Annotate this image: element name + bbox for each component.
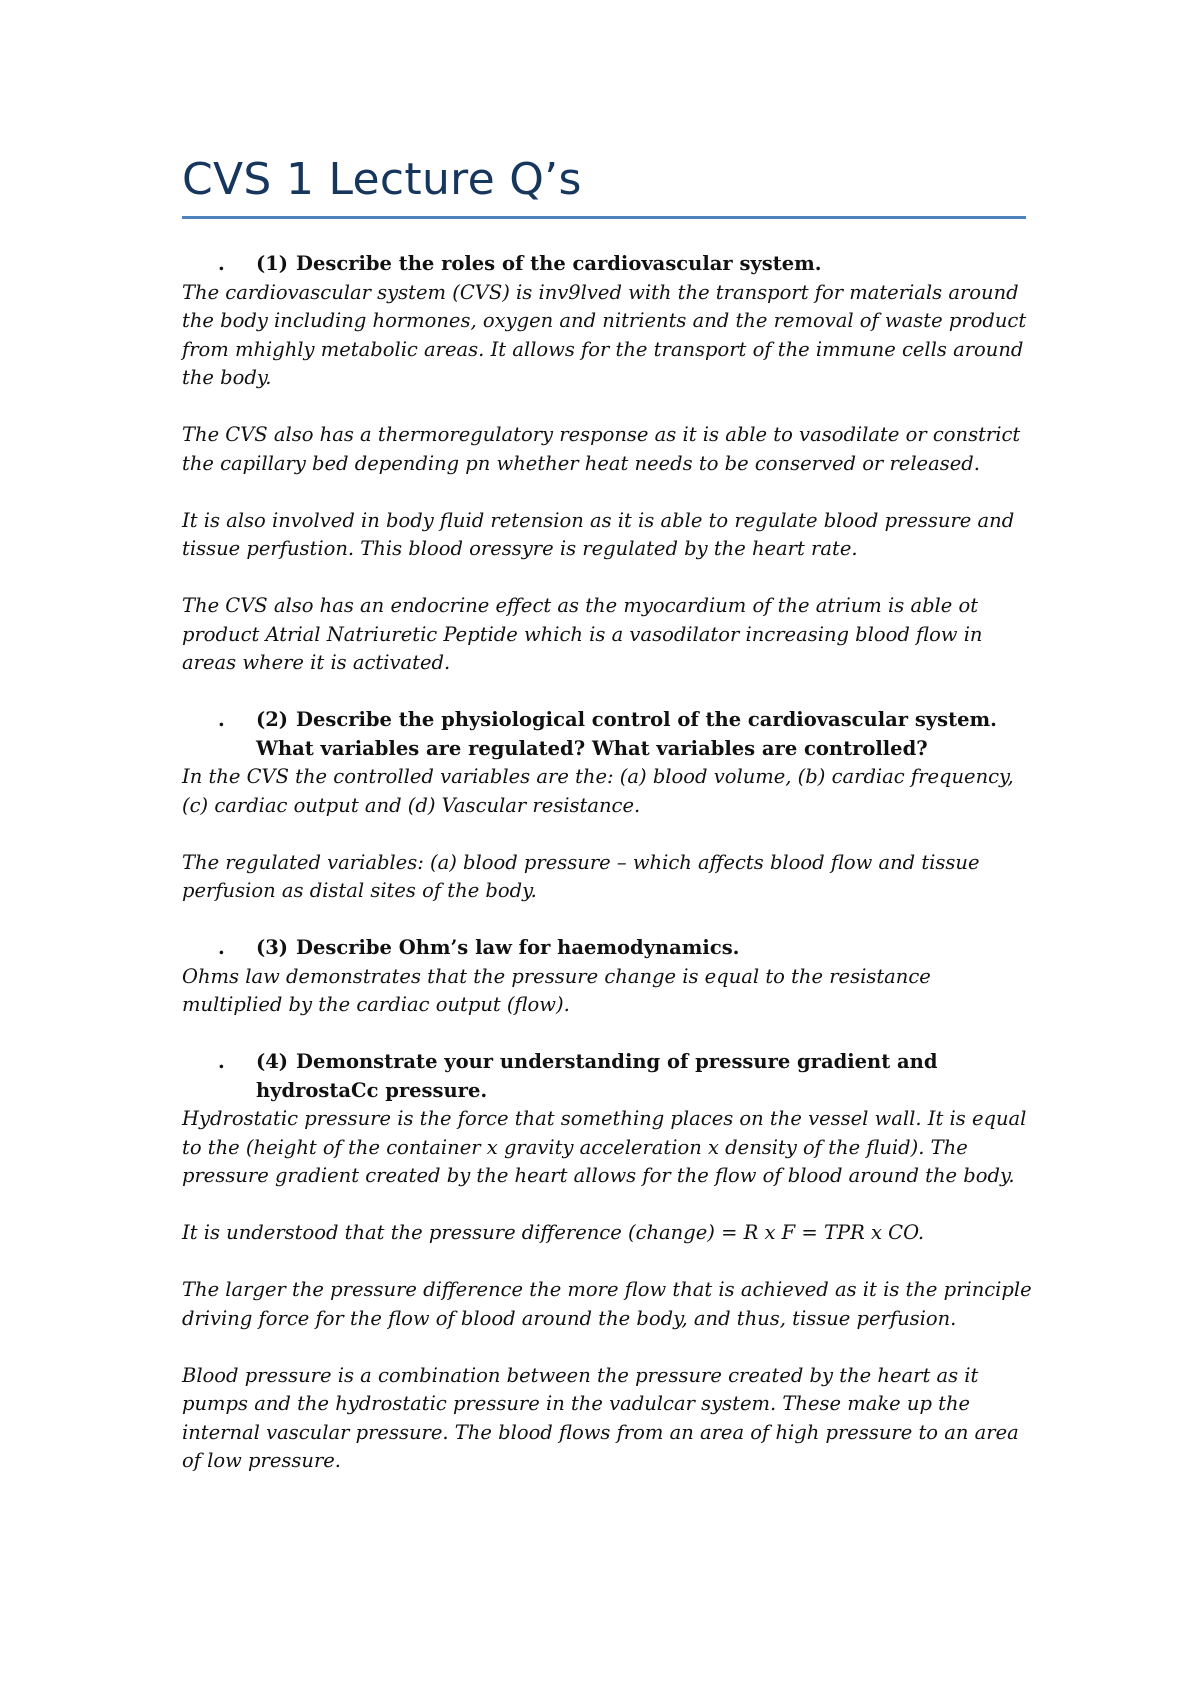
question-number: (3) [256,936,289,959]
answer-paragraph: The CVS also has an endocrine effect as the myocardium of the atrium is able ot product Atrial Natriuretic Peptide which is a vasodilator increasing blood flow in areas where it is activated. [182,594,983,674]
question-number: (2) [256,708,289,731]
page-title: CVS 1 Lecture Q’s [182,154,582,205]
answer-paragraph: Ohms law demonstrates that the pressure change is equal to the resistance multiplied by the cardiac output (flow). [182,964,931,1016]
answer-paragraph: The cardiovascular system (CVS) is inv9lved with the transport for materials around the body including hormones, oxygen and nitrients and the removal of waste product from mhighly metabolic areas. It allows for the transport of the immune cells around the body. [182,280,1027,389]
answer-paragraph: The larger the pressure difference the more flow that is achieved as it is the principle driving force for the flow of blood around the body, and thus, tissue perfusion. [182,1278,1032,1330]
question-number: (1) [256,252,289,275]
answer-paragraph: It is also involved in body fluid retension as it is able to regulate blood pressure and tissue perfustion. This blood oressyre is regulated by the heart rate. [182,508,1015,560]
answer-paragraph: In the CVS the controlled variables are the: (a) blood volume, (b) cardiac frequency, (c) cardiac output and (d) Vascular resistance. [182,765,1014,817]
title-underline [182,216,1026,219]
bullet-marker: . [218,1050,225,1073]
answer-paragraph: The CVS also has a thermoregulatory response as it is able to vasodilate or constrict the capillary bed depending pn whether heat needs to be conserved or released. [182,423,1021,475]
answer-paragraph: The regulated variables: (a) blood pressure – which affects blood flow and tissue perfusion as distal sites of the body. [182,850,980,902]
question-text: Describe Ohm’s law for haemodynamics. [296,936,740,959]
bullet-marker: . [218,936,225,959]
bullet-marker: . [218,252,225,275]
answer-paragraph: It is understood that the pressure difference (change) = R x F = TPR x CO. [182,1221,925,1244]
question-3 [182,934,1032,963]
question-text: Describe the physiological control of the cardiovascular system. What variables are regulated? What variables are controlled? [256,708,997,760]
question-4 [182,1048,1032,1105]
question-1 [182,250,1032,279]
question-number: (4) [256,1050,289,1073]
question-2 [182,706,1032,763]
question-text: Demonstrate your understanding of pressure gradient and hydrostaCc pressure. [256,1050,938,1102]
bullet-marker: . [218,708,225,731]
question-text: Describe the roles of the cardiovascular system. [296,252,822,275]
document-body [182,250,1032,1476]
answer-paragraph: Hydrostatic pressure is the force that something places on the vessel wall. It is equal to the (height of the container x gravity acceleration x density of the fluid). The pressure gradient created by the heart allows for the flow of blood around the body. [182,1107,1027,1187]
answer-paragraph: Blood pressure is a combination between the pressure created by the heart as it pumps and the hydrostatic pressure in the vadulcar system. These make up the internal vascular pressure. The blood flows from an area of high pressure to an area of low pressure. [182,1363,1019,1472]
